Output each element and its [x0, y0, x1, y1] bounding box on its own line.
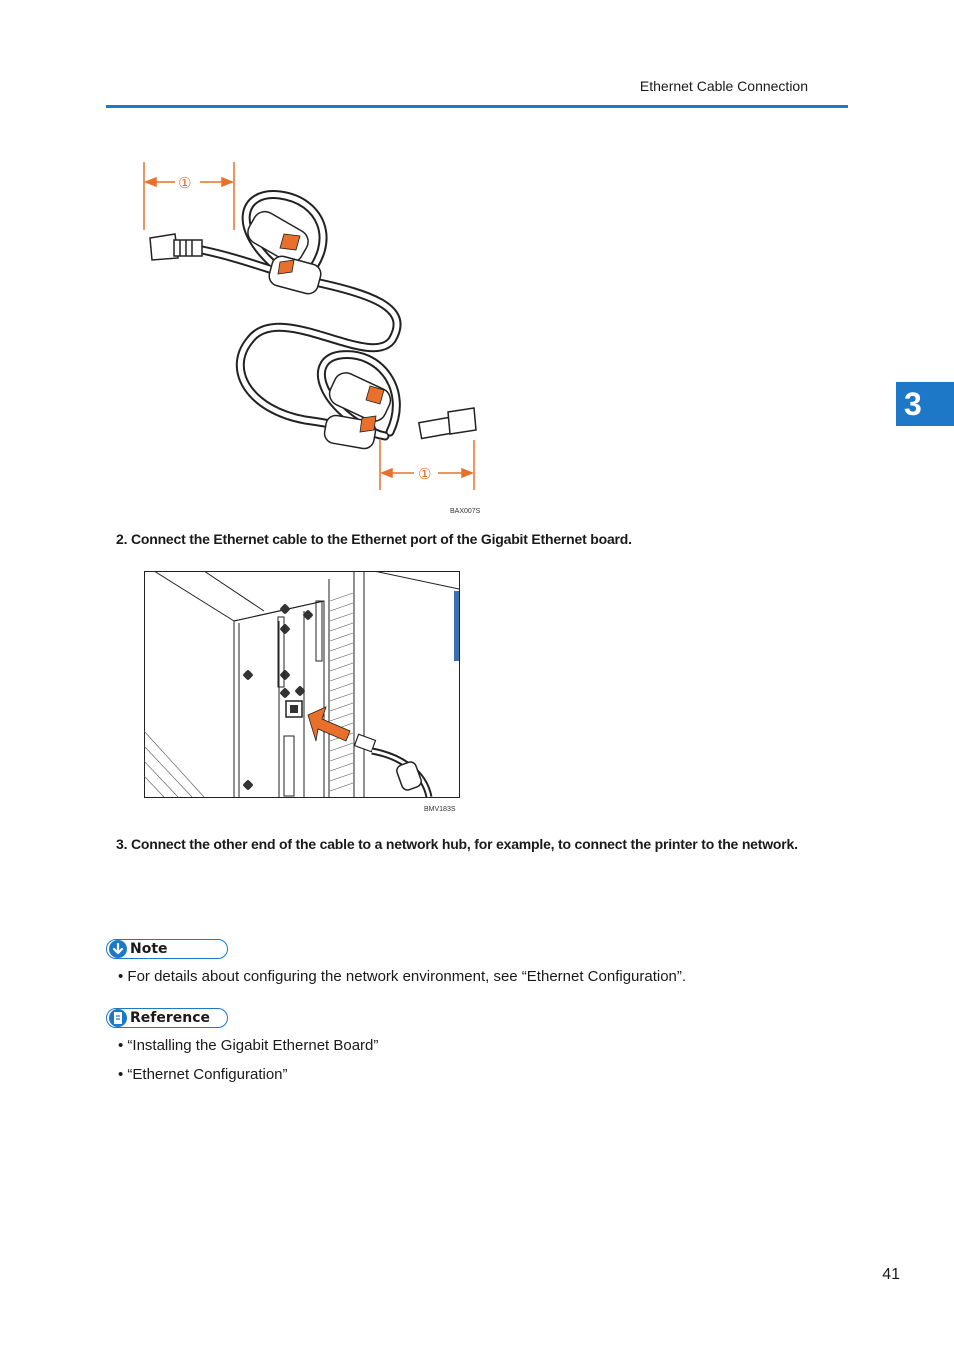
- note-header: [106, 939, 228, 959]
- reference-item[interactable]: • “Installing the Gigabit Ethernet Board”: [118, 1037, 379, 1054]
- note-label: Note: [130, 941, 168, 957]
- document-icon: [109, 1009, 127, 1027]
- step-3: 3. Connect the other end of the cable to a network hub, for example, to connect the printer to the network.: [116, 836, 798, 852]
- step-2: 2. Connect the Ethernet cable to the Ethernet port of the Gigabit Ethernet board.: [116, 531, 632, 547]
- callout-1-top: ①: [178, 174, 192, 192]
- figure-code: BMV183S: [424, 806, 456, 813]
- figure-code: BAX007S: [450, 508, 481, 515]
- ethernet-cable-ferrite-illustration: [130, 150, 500, 510]
- reference-item[interactable]: • “Ethernet Configuration”: [118, 1066, 288, 1083]
- header-rule: [106, 105, 848, 108]
- reference-header: [106, 1008, 228, 1028]
- running-header: Ethernet Cable Connection: [639, 78, 808, 94]
- arrow-down-icon: [109, 940, 127, 958]
- note-item: • For details about configuring the network environment, see “Ethernet Configuration”.: [118, 968, 687, 985]
- chapter-tab[interactable]: 3: [896, 382, 954, 426]
- reference-label: Reference: [130, 1010, 211, 1026]
- printer-ethernet-port-illustration: [144, 571, 460, 798]
- callout-1-bottom: ①: [418, 465, 432, 483]
- page-number: 41: [882, 1266, 900, 1283]
